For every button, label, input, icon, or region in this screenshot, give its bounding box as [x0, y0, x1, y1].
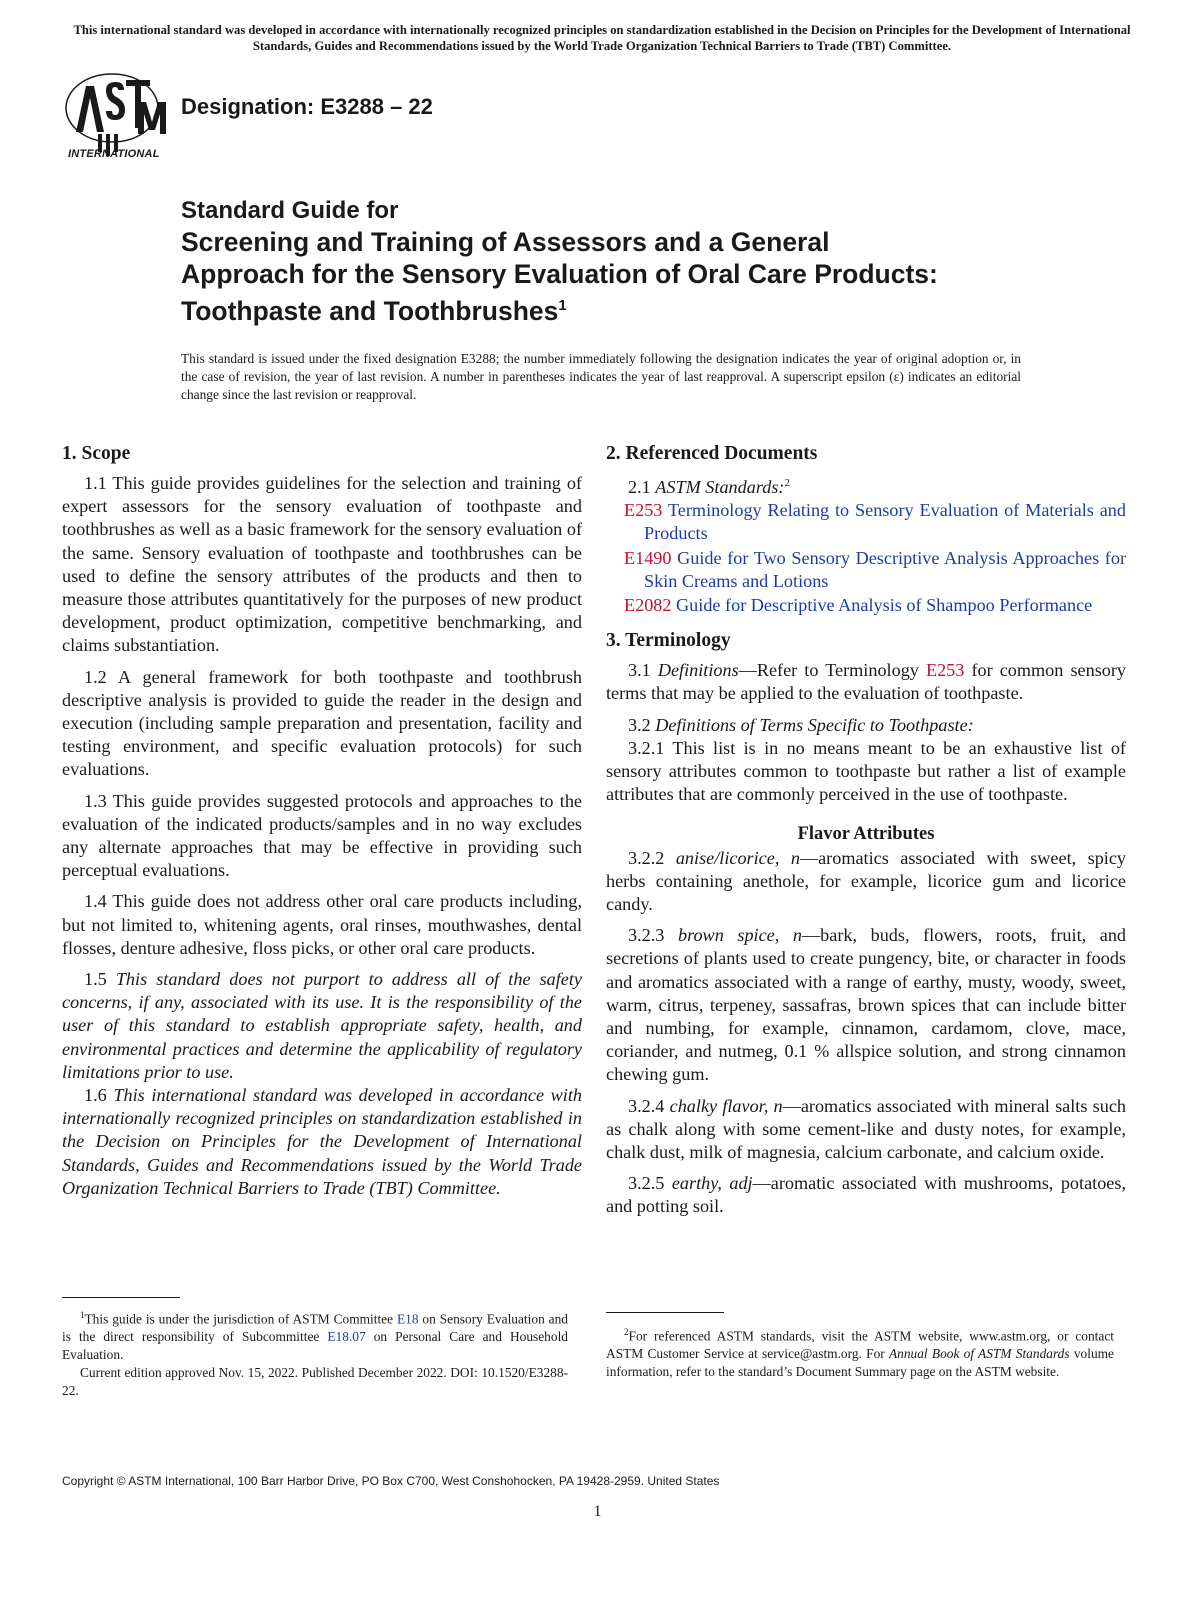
page-number: 1	[593, 1503, 602, 1520]
paragraph-3-2-2: 3.2.2 anise/licorice, n—aromatics associated with sweet, spicy herbs containing anethole, for example, licorice gum and licorice candy.	[606, 847, 1127, 914]
paragraph-1-4: 1.4 This guide does not address other oral care products including, but not limited to, whitening agents, oral rinses, mouthwashes, dental flosses, denture adhesive, floss picks, or other oral care products.	[62, 891, 582, 958]
paragraph-3-2-3: 3.2.3 brown spice, n—bark, buds, flowers, roots, fruit, and secretions of plants used to create pungency, bite, or character in foods and aromatics associated with a range of earthy, musty, woody, sweet, warm, citrus, terpeney, sassafras, brown spices that can include bitter and numbing, for example, cinnamon, cardamom, clove, mace, coriander, and nutmeg, 0.1 % allspice solution, and strong cinnamon chewing gum.	[606, 925, 1127, 1085]
paragraph-3-1: 3.1 Definitions—Refer to Terminology E253 for common sensory terms that may be applied to the evaluation of toothpaste.	[606, 660, 1127, 704]
section-heading-referenced-documents: 2. Referenced Documents	[606, 443, 818, 464]
footnote-rule-right	[606, 1312, 724, 1313]
logo-wordmark: INTERNATIONAL	[68, 148, 160, 160]
issued-notice: This standard is issued under the fixed designation E3288; the number immediately following the designation indicates the year of original adoption or, in the case of revision, the year of last revision. A number in parentheses indicates the year of last reapproval. A superscript epsilon (ε) indicates an editorial change since the last revision or reapproval.	[181, 351, 1021, 402]
paragraph-1-3: 1.3 This guide provides suggested protocols and approaches to the evaluation of the indicated products/samples and in no way excludes any alternate approaches that may be effective in providing such perceptual evaluations.	[62, 790, 582, 881]
paragraph-3-2: 3.2 Definitions of Terms Specific to Toothpaste:	[628, 714, 974, 735]
title-line-4: Toothpaste and Toothbrushes$^1$	[181, 295, 567, 326]
section-heading-scope: 1. Scope	[62, 443, 131, 464]
left-column	[62, 442, 582, 1208]
paragraph-1-1: 1.1 This guide provides guidelines for the selection and training of expert assessors for the sensory evaluation of toothpaste and toothbrushes as well as a basic framework for the sensory evaluation of the same. Sensory evaluation of toothpaste and toothbrushes can be used to define the sensory attributes of the products and then to measure those attributes quantitatively for the purposes of new product development, product optimization, competitive benchmarking, and claims substantiation.	[62, 473, 582, 656]
footnote-rule-left	[62, 1297, 180, 1298]
title-line-3: Approach for the Sensory Evaluation of Oral Care Products:	[181, 259, 938, 289]
right-column	[606, 442, 1126, 1227]
designation: Designation: E3288 – 22	[181, 94, 433, 119]
document-title	[181, 196, 1081, 327]
paragraph-2-1: 2.1 ASTM Standards:$^2$	[628, 477, 790, 498]
paragraph-1-5: 1.5 This standard does not purport to address all of the safety concerns, if any, associated with its use. It is the responsibility of the user of this standard to establish appropriate safety, health, and environmental practices and determine the applicability of regulatory limitations prior to use.	[62, 969, 583, 1082]
title-footnote-mark: 1	[558, 297, 567, 314]
paragraph-3-2-1: 3.2.1 This list is in no means meant to be an exhaustive list of sensory attributes common to toothpaste but rather a list of example attributes that are commonly perceived in the use of toothpaste.	[606, 737, 1126, 805]
title-line-2: Screening and Training of Assessors and a General	[181, 227, 830, 257]
reference-e2082[interactable]: E2082 Guide for Descriptive Analysis of Shampoo Performance	[624, 595, 1093, 616]
section-heading-terminology: 3. Terminology	[606, 630, 731, 652]
footnote-1-edition: Current edition approved Nov. 15, 2022. Published December 2022. DOI: 10.1520/E3288-22.	[62, 1365, 568, 1399]
link-e18-07[interactable]: E18.07	[327, 1329, 366, 1345]
copyright-line: Copyright © ASTM International, 100 Barr Harbor Drive, PO Box C700, West Conshohocken, PA 19428-2959. United States	[62, 1474, 720, 1488]
link-e18[interactable]: E18	[396, 1311, 419, 1327]
title-line-1: Standard Guide for	[181, 197, 399, 224]
header-notice: This international standard was developed in accordance with internationally recognized principles on standardization established in the Decision on Principles for the Development of International Standards, Guides and Recommendations issued by the World Trade Organization Technical Barriers to Trade (TBT) Committee.	[73, 23, 1131, 53]
reference-e1490[interactable]: E1490 Guide for Two Sensory Descriptive Analysis Approaches for Skin Creams and Lotions	[624, 547, 1127, 591]
footnote-2: $^2$For referenced ASTM standards, visit the ASTM website, www.astm.org, or contact ASTM Customer Service at service@astm.org. For Annual Book of ASTM Standards volume information, refer to the standard’s Document Summary page on the ASTM website.	[606, 1327, 1114, 1380]
footnote-1: $^1$This guide is under the jurisdiction of ASTM Committee E18 on Sensory Evaluation and is the direct responsibility of Subcommittee E18.07 on Personal Care and Household Evaluation. Current edition approved Nov. 15, 2022. Published December 2022. DOI: 10.1520/E3288-22.	[62, 1310, 568, 1399]
subheading-flavor-attributes: Flavor Attributes	[797, 823, 935, 844]
link-e253[interactable]: E253	[925, 660, 965, 681]
reference-e253[interactable]: E253 Terminology Relating to Sensory Evaluation of Materials and Products	[624, 500, 1126, 544]
paragraph-3-2-4: 3.2.4 chalky flavor, n—aromatics associated with mineral salts such as chalk along with some cement-like and dusty notes, for example, chalk dust, milk of magnesia, calcium carbonate, and calcium oxide.	[606, 1095, 1127, 1162]
paragraph-1-6: 1.6 This international standard was developed in accordance with internationally recognized principles on standardization established in the Decision on Principles for the Development of International Standards, Guides and Recommendations issued by the World Trade Organization Technical Barriers to Trade (TBT) Committee.	[62, 1085, 583, 1198]
paragraph-1-2: 1.2 A general framework for both toothpaste and toothbrush descriptive analysis is provided to guide the reader in the design and execution (including sample preparation and presentation, facility and testing environment, and specific evaluation protocols) for such evaluations.	[62, 666, 582, 780]
paragraph-3-2-5: 3.2.5 earthy, adj—aromatic associated with mushrooms, potatoes, and potting soil.	[606, 1173, 1126, 1217]
